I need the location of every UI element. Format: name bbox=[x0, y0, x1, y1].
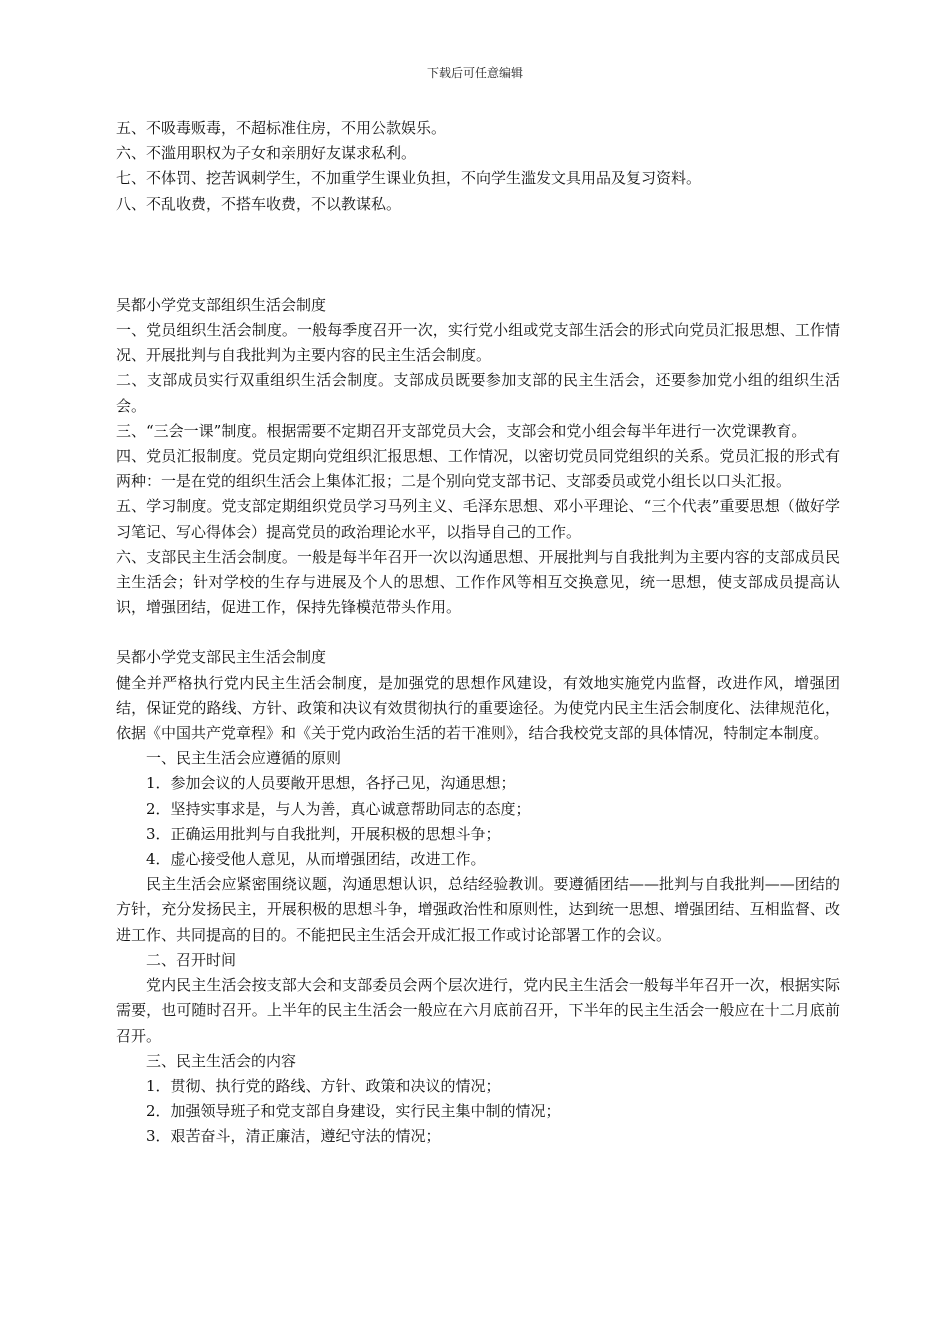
spacer bbox=[116, 620, 840, 645]
time-title: 二、召开时间 bbox=[146, 950, 237, 969]
section1-item: 四、党员汇报制度。党员定期向党组织汇报思想、工作情况，以密切党员同党组织的关系。党员汇报的形式有两种：一是在党的组织生活会上集体汇报；二是个别向党支部书记、支部委员或党小组长以口头汇报。 bbox=[116, 447, 840, 491]
time-paragraph: 党内民主生活会按支部大会和支部委员会两个层次进行，党内民主生活会一般每半年召开一次，根据实际需要，也可随时召开。上半年的民主生活会一般应在六月底前召开，下半年的民主生活会一般应在十二月底前召开。 bbox=[116, 976, 840, 1045]
document-body bbox=[116, 116, 840, 1150]
intro-item: 五、不吸毒贩毒，不超标准住房，不用公款娱乐。 bbox=[116, 119, 447, 137]
principles-title: 一、民主生活会应遵循的原则 bbox=[146, 749, 342, 768]
principle-item: 2．坚持实事求是，与人为善，真心诚意帮助同志的态度； bbox=[146, 799, 531, 818]
intro-item: 八、不乱收费，不搭车收费，不以教谋私。 bbox=[116, 194, 402, 213]
content-item: 2．加强领导班子和党支部自身建设，实行民主集中制的情况； bbox=[146, 1102, 561, 1121]
spacer bbox=[116, 217, 840, 293]
section2-intro: 健全并严格执行党内民主生活会制度，是加强党的思想作风建设，有效地实施党内监督，改进作风，增强团结，保证党的路线、方针、政策和决议有效贯彻执行的重要途径。为使党内民主生活会制度化、法律规范化，依据《中国共产党章程》和《关于党内政治生活的若干准则》，结合我校党支部的具体情况，特制定本制度。 bbox=[116, 673, 840, 743]
principle-item: 1．参加会议的人员要敞开思想，各抒己见，沟通思想； bbox=[146, 774, 516, 793]
section1-item: 五、学习制度。党支部定期组织党员学习马列主义、毛泽东思想、邓小平理论、“三个代表”重要思想（做好学习笔记、写心得体会）提高党员的政治理论水平，以指导自己的工作。 bbox=[116, 497, 840, 541]
content-item: 1．贯彻、执行党的路线、方针、政策和决议的情况； bbox=[146, 1076, 501, 1095]
principle-item: 4．虚心接受他人意见，从而增强团结，改进工作。 bbox=[146, 850, 486, 869]
section1-item: 二、支部成员实行双重组织生活会制度。支部成员既要参加支部的民主生活会，还要参加党小组的组织生活会。 bbox=[116, 371, 840, 415]
content-title: 三、民主生活会的内容 bbox=[146, 1051, 297, 1070]
principles-paragraph: 民主生活会应紧密围绕议题，沟通思想认识，总结经验教训。要遵循团结——批判与自我批判——团结的方针，充分发扬民主，开展积极的思想斗争，增强政治性和原则性，达到统一思想、增强团结、互相监督、改进工作、共同提高的目的。不能把民主生活会开成汇报工作或讨论部署工作的会议。 bbox=[116, 875, 840, 944]
section2-title: 吴都小学党支部民主生活会制度 bbox=[116, 648, 327, 667]
section1-item: 三、“三会一课”制度。根据需要不定期召开支部党员大会，支部会和党小组会每半年进行一次党课教育。 bbox=[116, 421, 807, 440]
principle-item: 3．正确运用批判与自我批判，开展积极的思想斗争； bbox=[146, 824, 501, 843]
content-item: 3．艰苦奋斗，清正廉洁，遵纪守法的情况； bbox=[146, 1127, 441, 1146]
page-header: 下载后可任意编辑 bbox=[426, 66, 523, 80]
section1-item: 一、党员组织生活会制度。一般每季度召开一次，实行党小组或党支部生活会的形式向党员汇报思想、工作情况、开展批判与自我批判为主要内容的民主生活会制度。 bbox=[116, 321, 840, 365]
section1-title: 吴都小学党支部组织生活会制度 bbox=[116, 295, 327, 314]
intro-item: 六、不滥用职权为子女和亲朋好友谋求私利。 bbox=[116, 144, 417, 163]
intro-item: 七、不体罚、挖苦讽刺学生，不加重学生课业负担，不向学生滥发文具用品及复习资料。 bbox=[116, 169, 702, 188]
section1-item: 六、支部民主生活会制度。一般是每半年召开一次以沟通思想、开展批判与自我批判为主要内容的支部成员民主生活会；针对学校的生存与进展及个人的思想、工作作风等相互交换意见，统一思想，使支部成员提高认识，增强团结，促进工作，保持先锋模范带头作用。 bbox=[116, 547, 840, 617]
